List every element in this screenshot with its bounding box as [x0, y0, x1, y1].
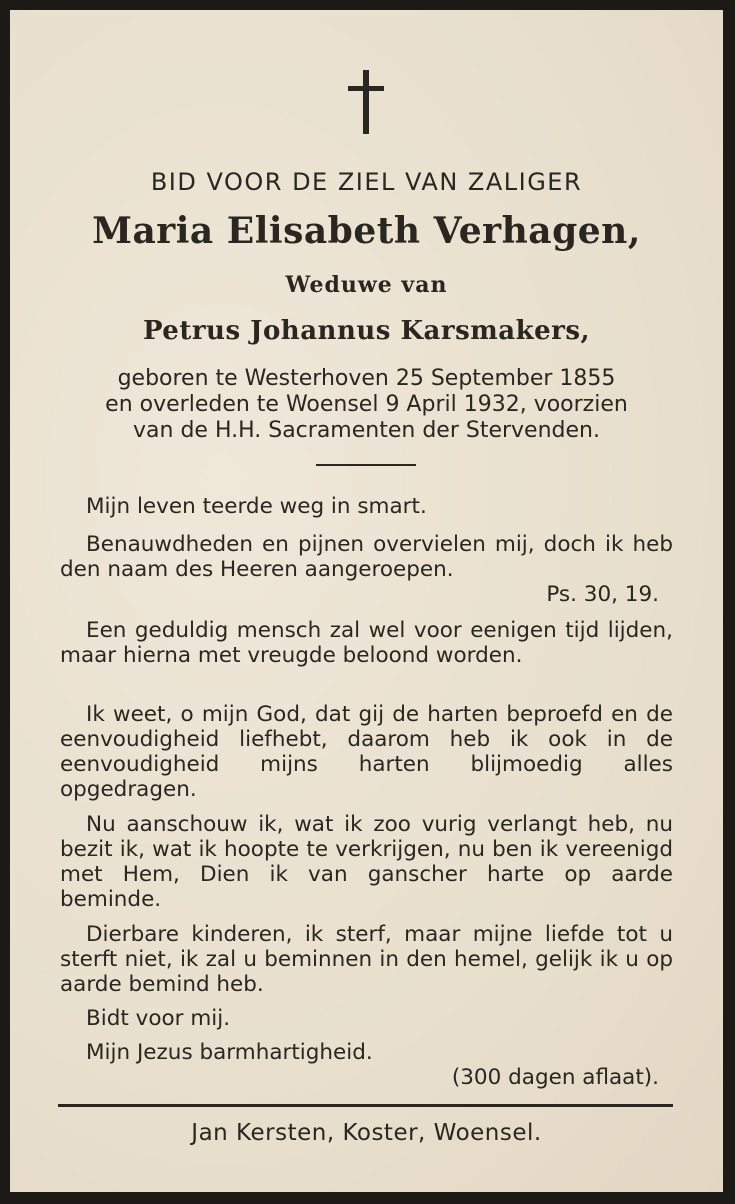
prayer-text: Benauwdheden en pijnen overvielen mij, doch ik heb den naam des Heeren aangeroepen. — [60, 532, 673, 582]
prayer-text: Mijn Jezus barmhartigheid. — [86, 1040, 373, 1065]
divider-long — [58, 1104, 673, 1107]
cross-icon — [348, 70, 384, 134]
prayer-2 — [60, 532, 673, 607]
psalm-reference: Ps. 30, 19. — [546, 582, 659, 607]
deceased-name: Maria Elisabeth Verhagen, — [92, 210, 641, 252]
prayer-5 — [60, 812, 673, 912]
prayer-text: Mijn leven teerde weg in smart. — [86, 494, 427, 519]
prayer-text: Nu aanschouw ik, wat ik zoo vurig verlangt heb, nu bezit ik, wat ik hoopte te verkrijgen, nu ben ik vereenigd met Hem, Dien ik van ganscher harte op aarde beminde. — [60, 812, 673, 912]
prayer-1 — [60, 494, 673, 519]
prayer-6 — [60, 922, 673, 997]
widow-of-label: Weduwe van — [285, 272, 448, 298]
divider-short — [316, 464, 416, 466]
prayer-3 — [60, 618, 673, 668]
prayer-text: Ik weet, o mijn God, dat gij de harten beproefd en de eenvoudigheid liefhebt, daarom heb ik ook in de eenvoudigheid mijns harten blijmoedig alles opgedragen. — [60, 702, 673, 802]
indulgence-note: (300 dagen aflaat). — [451, 1065, 659, 1090]
bio-line: geboren te Westerhoven 25 September 1855 — [117, 366, 616, 391]
prayer-8 — [60, 1040, 673, 1090]
card-heading: BID VOOR DE ZIEL VAN ZALIGER — [150, 168, 583, 196]
bio-line: van de H.H. Sacramenten der Stervenden. — [133, 418, 600, 443]
bio-line: en overleden te Woensel 9 April 1932, voorzien — [105, 392, 628, 417]
biography — [60, 366, 673, 444]
prayer-text: Dierbare kinderen, ik sterf, maar mijne liefde tot u sterft niet, ik zal u beminnen in den hemel, gelijk ik u op aarde bemind heb. — [60, 922, 673, 997]
prayer-text: Een geduldig mensch zal wel voor eenigen tijd lijden, maar hierna met vreugde beloond worden. — [60, 618, 673, 668]
printer-credit: Jan Kersten, Koster, Woensel. — [191, 1120, 542, 1146]
prayer-text: Bidt voor mij. — [86, 1006, 231, 1031]
prayer-7 — [60, 1006, 673, 1031]
memorial-card — [10, 10, 723, 1192]
husband-name: Petrus Johannus Karsmakers, — [142, 316, 591, 346]
prayer-4 — [60, 702, 673, 802]
